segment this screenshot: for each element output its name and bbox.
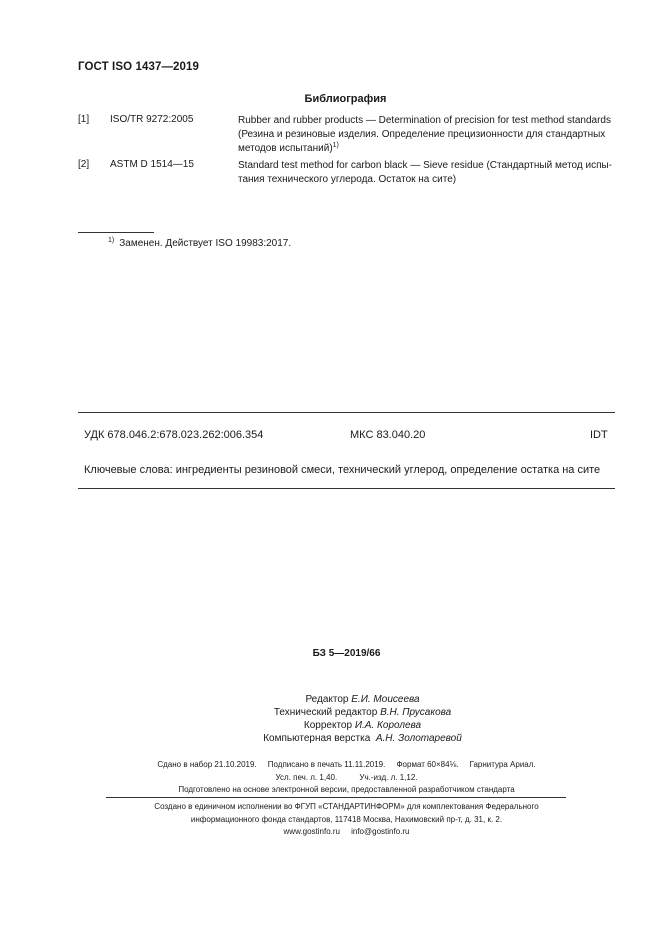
print-info-line-3: Подготовлено на основе электронной версии, предоставленной разработчиком стандарта xyxy=(178,785,515,794)
layout-role: Компьютерная верстка xyxy=(263,733,371,744)
publisher-info xyxy=(0,801,661,839)
bibliography-title: Библиография xyxy=(304,93,387,105)
mks-code: МКС 83.040.20 xyxy=(350,429,426,441)
publisher-divider xyxy=(106,797,566,798)
corrector-name: И.А. Королева xyxy=(354,720,422,731)
ref-1-text xyxy=(238,114,614,156)
credits xyxy=(0,693,661,745)
bibliography-title-block xyxy=(0,93,661,105)
udk-code: УДК 678.046.2:678.023.262:006.354 xyxy=(84,429,264,441)
keywords: Ключевые слова: ингредиенты резиновой смеси, технический углерод, определение остатка на сите xyxy=(84,464,601,476)
ref-1-line-3 xyxy=(238,142,614,156)
ref-1-line-1: Rubber and rubber products — Determination of precision for test method standards xyxy=(238,115,611,126)
ref-2-text xyxy=(238,159,614,187)
editor-name: Е.И. Моисеева xyxy=(351,694,420,705)
ref-2-line-2: тания технического углерода. Остаток на сите) xyxy=(238,174,457,185)
credit-layout xyxy=(32,732,661,745)
ref-2-number: [2] xyxy=(78,159,90,170)
publisher-line-2: информационного фонда стандартов, 117418 Москва, Нахимовский пр-т, д. 31, к. 2. xyxy=(190,814,503,824)
ref-2-line-1: Standard test method for carbon black — Sieve residue (Стандартный метод испы- xyxy=(238,160,613,171)
ref-2-code: ASTM D 1514—15 xyxy=(110,159,194,170)
ref-1-footnote-mark: 1) xyxy=(332,142,339,149)
idt-mark: IDT xyxy=(590,429,608,441)
ref-1-line-3-text: методов испытаний) xyxy=(238,143,333,154)
print-info-line-1: Сдано в набор 21.10.2019. Подписано в печать 11.11.2019. Формат 60×84⅛. Гарнитура Ариал. xyxy=(157,760,536,769)
ref-1-code: ISO/TR 9272:2005 xyxy=(110,114,194,125)
publisher-line-3: www.gostinfo.ru info@gostinfo.ru xyxy=(283,827,410,836)
footnote-divider xyxy=(78,232,154,233)
layout-name: А.Н. Золотаревой xyxy=(375,733,462,744)
tech-editor-name: В.Н. Прусакова xyxy=(380,707,452,718)
bz-block xyxy=(0,648,661,659)
ref-1-number: [1] xyxy=(78,114,90,125)
credit-corrector xyxy=(32,719,661,732)
classification-top-rule xyxy=(78,412,615,413)
footnote-text: Заменен. Действует ISO 19983:2017. xyxy=(119,238,292,249)
footnote xyxy=(108,238,291,249)
standard-id: ГОСТ ISO 1437—2019 xyxy=(78,61,200,73)
bz-number: БЗ 5—2019/66 xyxy=(312,648,381,659)
credit-tech-editor xyxy=(32,706,661,719)
editor-role: Редактор xyxy=(305,694,349,705)
publisher-line-1: Создано в единичном исполнении во ФГУП «СТАНДАРТИНФОРМ» для комплектования Федерального xyxy=(154,802,539,811)
footnote-mark: 1) xyxy=(108,237,115,244)
print-info-line-2: Усл. печ. л. 1,40. Уч.-изд. л. 1,12. xyxy=(275,772,418,782)
print-info xyxy=(0,759,661,797)
tech-editor-role: Технический редактор xyxy=(273,707,378,718)
ref-1-line-2: (Резина и резиновые изделия. Определение прецизионности для стандартных xyxy=(238,129,606,140)
corrector-role: Корректор xyxy=(303,720,353,731)
keywords-bottom-rule xyxy=(78,488,615,489)
credit-editor xyxy=(32,693,661,706)
